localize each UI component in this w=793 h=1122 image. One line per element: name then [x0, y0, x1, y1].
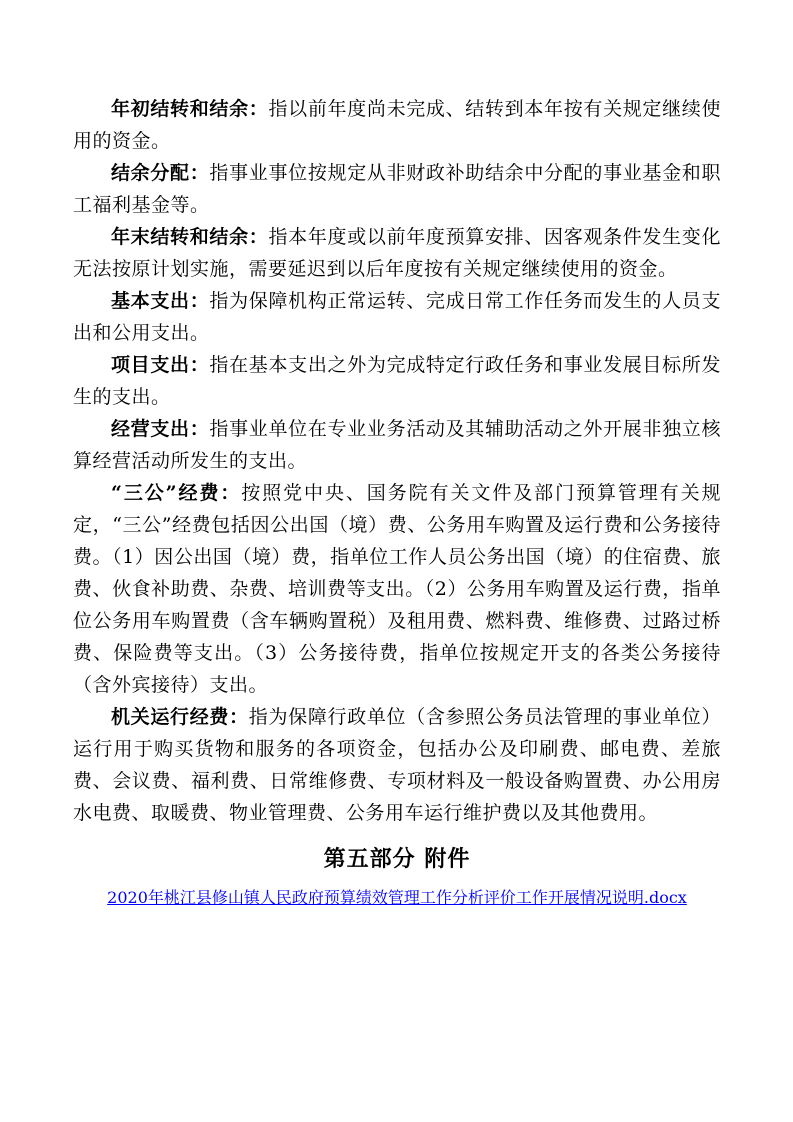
attachment-link[interactable]: 2020年桃江县修山镇人民政府预算绩效管理工作分析评价工作开展情况说明.docx: [107, 888, 687, 907]
definition-text: 指本年度或以前年度预算安排、因客观条件发生变化无法按原计划实施，需要延迟到以后年度按有关规定继续使用的资金。: [73, 226, 721, 280]
document-page: [73, 93, 721, 913]
definition-term: 基本支出：: [111, 290, 210, 312]
definition-paragraph-1: [73, 93, 721, 157]
definition-term: 经营支出：: [111, 418, 210, 440]
definition-term: “三公”经费：: [111, 482, 242, 504]
definition-paragraph-2: [73, 157, 721, 221]
definition-text: 指事业事位按规定从非财政补助结余中分配的事业基金和职工福利基金等。: [73, 162, 721, 216]
definition-paragraph-3: [73, 221, 721, 285]
definition-text: 指在基本支出之外为完成特定行政任务和事业发展目标所发生的支出。: [73, 354, 721, 408]
definition-text: 指以前年度尚未完成、结转到本年按有关规定继续使用的资金。: [73, 98, 721, 152]
definition-paragraph-8: [73, 701, 721, 829]
definition-term: 年末结转和结余：: [111, 226, 269, 248]
definition-paragraph-4: [73, 285, 721, 349]
attachment-line: [73, 883, 721, 913]
definition-term: 年初结转和结余：: [111, 98, 269, 120]
definition-paragraph-5: [73, 349, 721, 413]
definition-term: 机关运行经费：: [111, 706, 249, 728]
section-title: 第五部分 附件: [323, 846, 471, 872]
definition-text: 指为保障机构正常运转、完成日常工作任务而发生的人员支出和公用支出。: [73, 290, 721, 344]
definition-text: 指事业单位在专业业务活动及其辅助活动之外开展非独立核算经营活动所发生的支出。: [73, 418, 721, 472]
definition-term: 结余分配：: [111, 162, 210, 184]
definition-text: 按照党中央、国务院有关文件及部门预算管理有关规定，“三公”经费包括因公出国（境）费、公务用车购置及运行费和公务接待费。（1）因公出国（境）费，指单位工作人员公务出国（境）的住宿费、旅费、伙食补助费、杂费、培训费等支出。（2）公务用车购置及运行费，指单位公务用车购置费（含车辆购置税）及租用费、燃料费、维修费、过路过桥费、保险费等支出。（3）公务接待费，指单位按规定开支的各类公务接待（含外宾接待）支出。: [73, 482, 721, 696]
definition-paragraph-7: [73, 477, 721, 701]
definition-paragraph-6: [73, 413, 721, 477]
definition-text: 指为保障行政单位（含参照公务员法管理的事业单位）运行用于购买货物和服务的各项资金，包括办公及印刷费、邮电费、差旅费、会议费、福利费、日常维修费、专项材料及一般设备购置费、办公用房水电费、取暖费、物业管理费、公务用车运行维护费以及其他费用。: [73, 706, 721, 824]
definition-term: 项目支出：: [111, 354, 210, 376]
